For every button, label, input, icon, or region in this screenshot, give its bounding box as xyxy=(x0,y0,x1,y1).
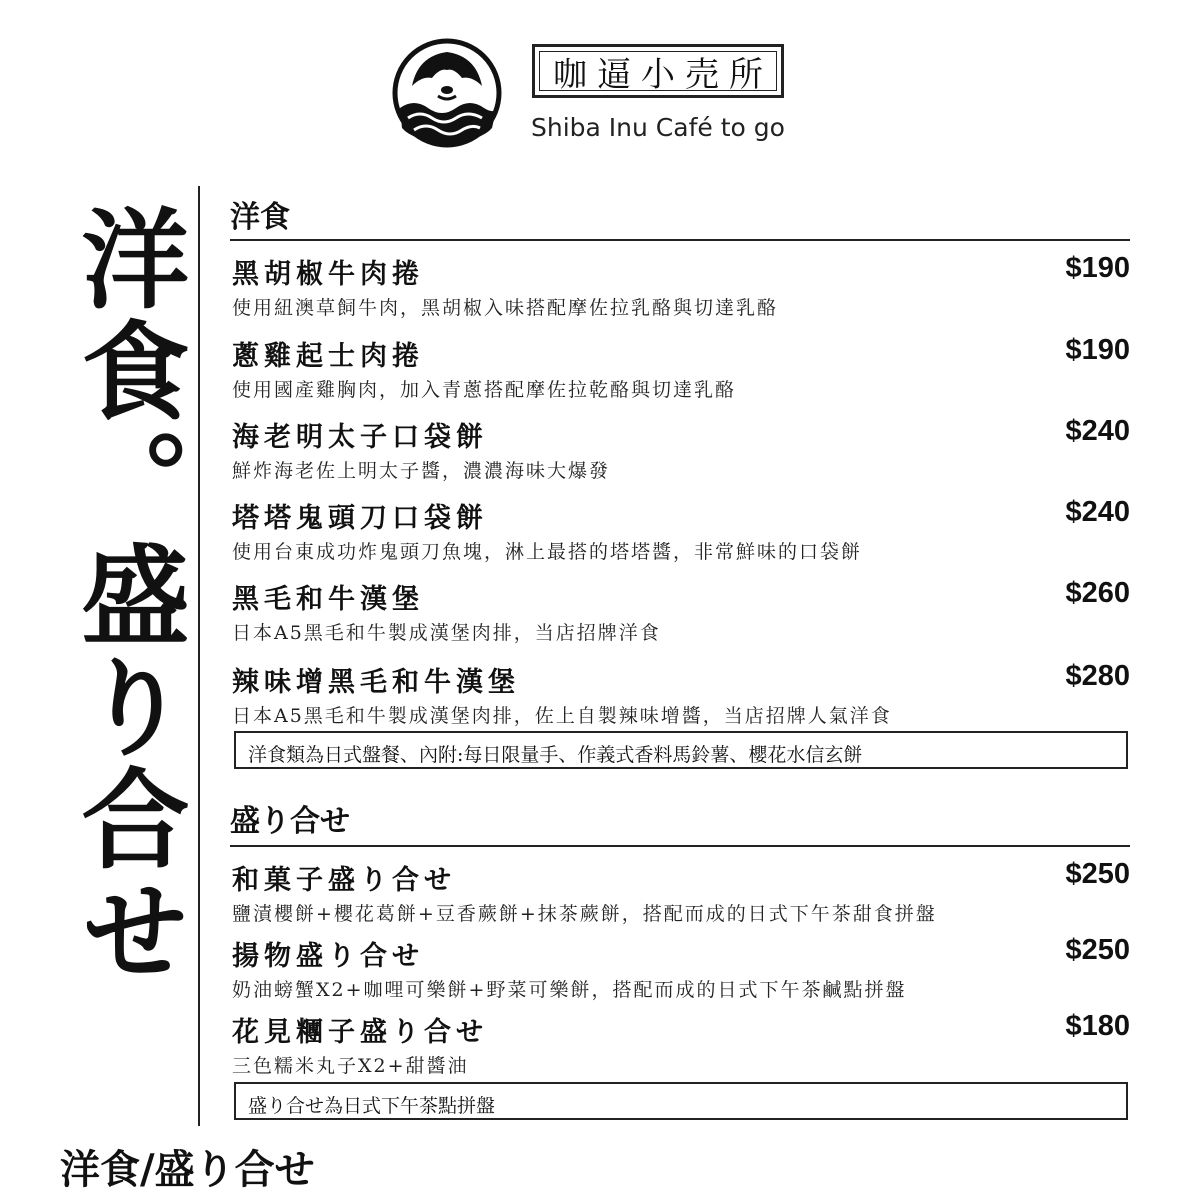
menu-item-description: 奶油螃蟹X2+咖哩可樂餅+野菜可樂餅，搭配而成的日式下午茶鹹點拼盤 xyxy=(232,979,907,1001)
footer-title: 洋食/盛り合せ xyxy=(60,1146,315,1193)
menu-item-price: $190 xyxy=(1065,334,1130,366)
menu-item-price: $190 xyxy=(1065,252,1130,284)
section-title-yoshoku: 洋食 xyxy=(230,200,290,235)
brand-name: 咖逼小売所 xyxy=(553,54,773,95)
menu-item-description: 日本A5黑毛和牛製成漢堡肉排，佐上自製辣味增醬，当店招牌人氣洋食 xyxy=(232,705,892,727)
menu-item-price: $260 xyxy=(1065,577,1130,609)
section-note-box: 盛り合せ為日式下午茶點拼盤 xyxy=(234,1082,1128,1120)
menu-item-name: 揚物盛り合せ xyxy=(232,941,424,972)
menu-item-name: 辣味增黑毛和牛漢堡 xyxy=(232,667,520,698)
menu-item-name: 海老明太子口袋餅 xyxy=(232,422,488,453)
menu-item-price: $280 xyxy=(1065,660,1130,692)
menu-item-name: 花見糰子盛り合せ xyxy=(232,1017,488,1048)
menu-item xyxy=(232,334,1130,402)
menu-item-description: 使用台東成功炸鬼頭刀魚塊，淋上最搭的塔塔醬，非常鮮味的口袋餅 xyxy=(232,541,863,563)
menu-item-name: 蔥雞起士肉捲 xyxy=(232,341,424,372)
menu-item-description: 日本A5黑毛和牛製成漢堡肉排，当店招牌洋食 xyxy=(232,622,661,644)
section-rule xyxy=(230,239,1130,241)
menu-item xyxy=(232,858,1130,926)
brand-name-box xyxy=(532,44,784,98)
menu-item-name: 黑毛和牛漢堡 xyxy=(232,584,424,615)
menu-item xyxy=(232,577,1130,645)
side-vertical-title: 洋食。盛り合せ xyxy=(63,203,189,987)
brand-subtitle: Shiba Inu Café to go xyxy=(531,113,785,142)
menu-item-name: 塔塔鬼頭刀口袋餅 xyxy=(232,503,488,534)
menu-item-price: $240 xyxy=(1065,496,1130,528)
menu-item-description: 使用國產雞胸肉，加入青蔥搭配摩佐拉乾酪與切達乳酪 xyxy=(232,379,737,401)
menu-item-price: $250 xyxy=(1065,934,1130,966)
menu-item xyxy=(232,660,1130,728)
menu-item-name: 和菓子盛り合せ xyxy=(232,865,456,896)
section-note-box: 洋食類為日式盤餐、內附:每日限量手、作義式香料馬鈴薯、櫻花水信玄餅 xyxy=(234,731,1128,769)
menu-item-price: $250 xyxy=(1065,858,1130,890)
menu-item xyxy=(232,1010,1130,1078)
menu-item xyxy=(232,934,1130,1002)
menu-item-description: 鹽漬櫻餅+櫻花葛餅+豆香蕨餅+抹茶蕨餅，搭配而成的日式下午茶甜食拼盤 xyxy=(232,903,937,925)
section-rule xyxy=(230,845,1130,847)
shiba-inu-logo-icon xyxy=(392,38,502,148)
menu-item xyxy=(232,415,1130,483)
menu-item-price: $240 xyxy=(1065,415,1130,447)
section-title-moriawase: 盛り合せ xyxy=(230,804,350,839)
menu-item-description: 鮮炸海老佐上明太子醬，濃濃海味大爆發 xyxy=(232,460,611,482)
menu-item xyxy=(232,496,1130,564)
menu-item-name: 黑胡椒牛肉捲 xyxy=(232,259,424,290)
vertical-divider xyxy=(198,186,200,1126)
menu-item-price: $180 xyxy=(1065,1010,1130,1042)
menu-item xyxy=(232,252,1130,320)
menu-item-description: 使用紐澳草飼牛肉，黑胡椒入味搭配摩佐拉乳酪與切達乳酪 xyxy=(232,297,779,319)
menu-item-description: 三色糯米丸子X2+甜醬油 xyxy=(232,1055,469,1077)
